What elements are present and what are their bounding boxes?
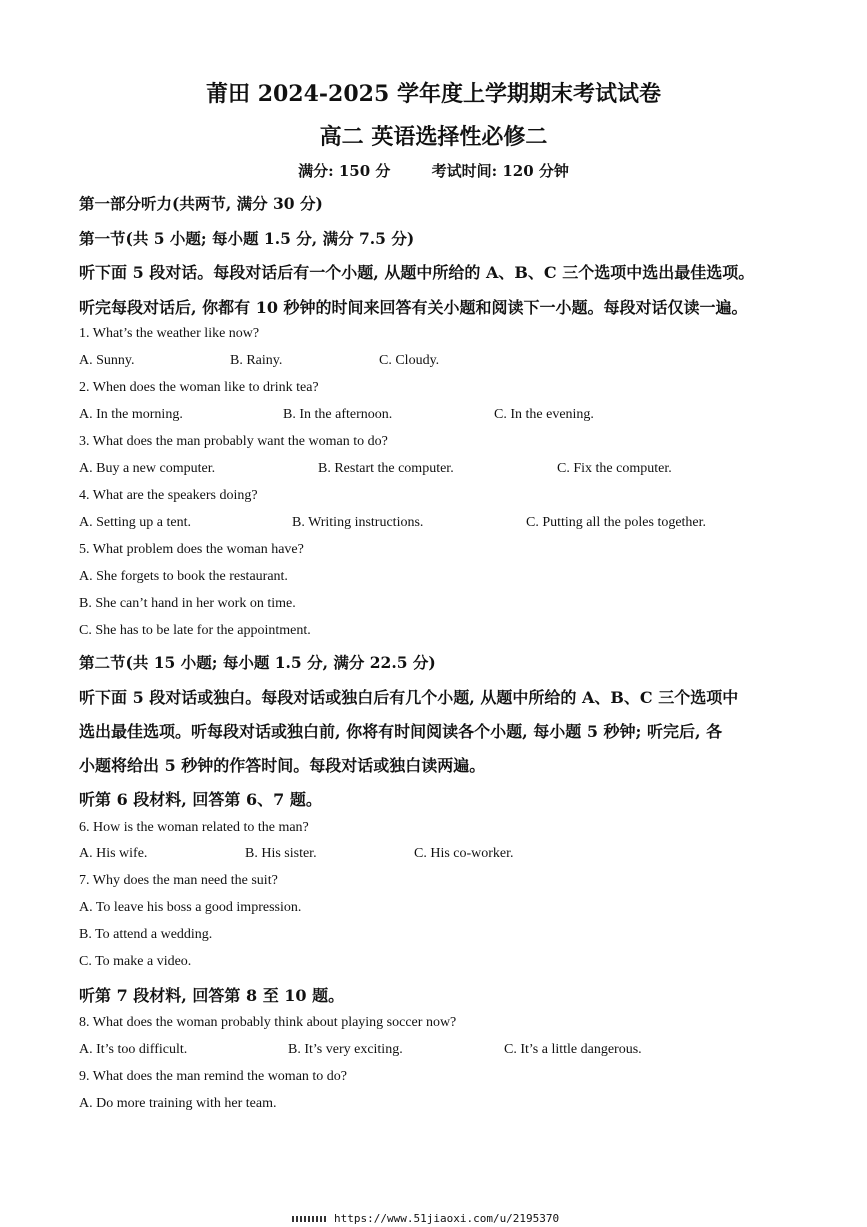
option-a: A. Setting up a tent.: [79, 515, 191, 530]
material-heading: 听第 7 段材料, 回答第 8 至 10 题。: [79, 986, 345, 1005]
question-stem: 7. Why does the man need the suit?: [79, 873, 278, 888]
question-stem: 5. What problem does the woman have?: [79, 542, 304, 557]
exam-time: 考试时间: 120 分钟: [431, 162, 569, 180]
source-url[interactable]: https://www.51jiaoxi.com/u/2195370: [334, 1212, 560, 1225]
question-stem: 6. How is the woman related to the man?: [79, 820, 309, 835]
section1-instruction: 听下面 5 段对话。每段对话后有一个小题, 从题中所给的 A、B、C 三个选项中选出最佳选项。: [79, 263, 755, 282]
option-b: B. It’s very exciting.: [288, 1042, 403, 1057]
option-b: B. His sister.: [245, 846, 317, 861]
section1-instruction: 听完每段对话后, 你都有 10 秒钟的时间来回答有关小题和阅读下一小题。每段对话仅读一遍。: [79, 298, 748, 317]
source-footer: [292, 1212, 559, 1225]
option-c: C. His co-worker.: [414, 846, 514, 861]
option-b: B. Writing instructions.: [292, 515, 424, 530]
watermark-icon: [292, 1216, 326, 1222]
option-c: C. To make a video.: [79, 954, 192, 969]
option-a: A. Do more training with her team.: [79, 1096, 277, 1111]
exam-subtitle: 高二 英语选择性必修二: [319, 124, 548, 150]
option-a: A. Buy a new computer.: [79, 461, 216, 476]
option-b: B. Restart the computer.: [318, 461, 454, 476]
option-c: C. Fix the computer.: [557, 461, 672, 476]
question-stem: 4. What are the speakers doing?: [79, 488, 258, 503]
full-score: 满分: 150 分: [298, 162, 391, 180]
section2-heading: 第二节(共 15 小题; 每小题 1.5 分, 满分 22.5 分): [79, 653, 436, 672]
option-a: A. It’s too difficult.: [79, 1042, 188, 1057]
option-c: C. Cloudy.: [379, 353, 440, 368]
option-c: C. In the evening.: [494, 407, 594, 422]
question-stem: 2. When does the woman like to drink tea?: [79, 380, 319, 395]
exam-info: [0, 160, 867, 181]
option-a: A. In the morning.: [79, 407, 183, 422]
option-c: C. It’s a little dangerous.: [504, 1042, 642, 1057]
option-a: A. She forgets to book the restaurant.: [79, 569, 288, 584]
section2-instruction: 选出最佳选项。听每段对话或独白前, 你将有时间阅读各个小题, 每小题 5 秒钟; 听完后, 各: [79, 722, 723, 741]
exam-title: 莆田 2024-2025 学年度上学期期末考试试卷: [206, 81, 661, 107]
option-b: B. To attend a wedding.: [79, 927, 213, 942]
section1-heading: 第一节(共 5 小题; 每小题 1.5 分, 满分 7.5 分): [79, 229, 415, 248]
option-b: B. She can’t hand in her work on time.: [79, 596, 296, 611]
option-a: A. His wife.: [79, 846, 148, 861]
option-b: B. Rainy.: [230, 353, 283, 368]
option-c: C. Putting all the poles together.: [526, 515, 707, 530]
section2-instruction: 小题将给出 5 秒钟的作答时间。每段对话或独白读两遍。: [79, 756, 486, 775]
section2-instruction: 听下面 5 段对话或独白。每段对话或独白后有几个小题, 从题中所给的 A、B、C 三个选项中: [79, 688, 739, 707]
material-heading: 听第 6 段材料, 回答第 6、7 题。: [79, 790, 322, 809]
question-stem: 3. What does the man probably want the woman to do?: [79, 434, 388, 449]
option-b: B. In the afternoon.: [283, 407, 393, 422]
option-a: A. Sunny.: [79, 353, 135, 368]
part1-heading: 第一部分听力(共两节, 满分 30 分): [79, 194, 323, 213]
question-stem: 8. What does the woman probably think about playing soccer now?: [79, 1015, 457, 1030]
question-stem: 1. What’s the weather like now?: [79, 326, 260, 341]
question-stem: 9. What does the man remind the woman to do?: [79, 1069, 348, 1084]
option-a: A. To leave his boss a good impression.: [79, 900, 302, 915]
option-c: C. She has to be late for the appointment.: [79, 623, 311, 638]
